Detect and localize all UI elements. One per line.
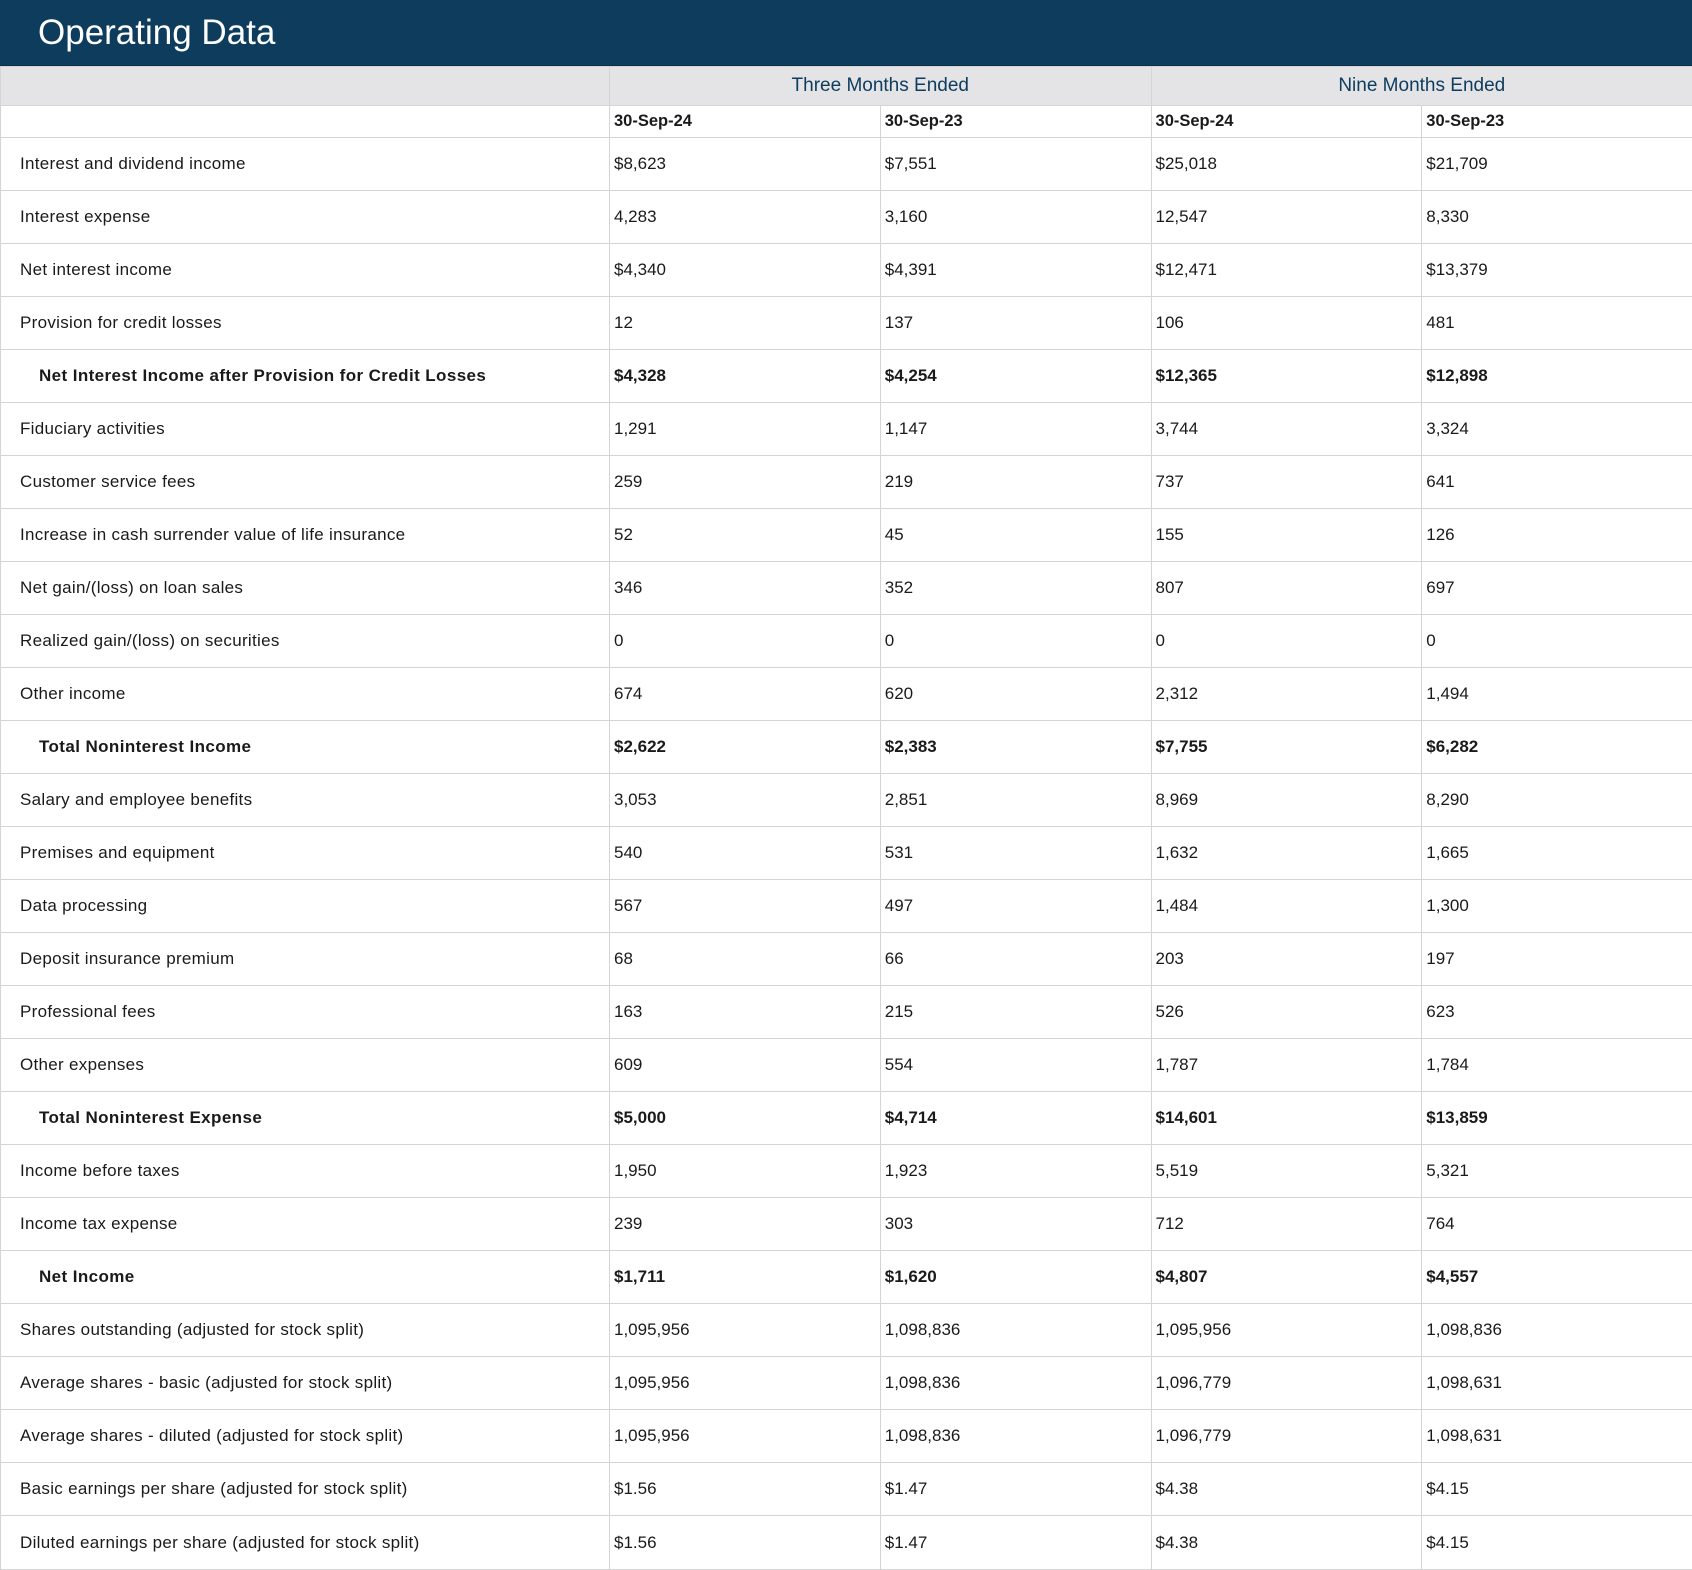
row-value: 0 (1422, 615, 1692, 668)
table-row (1, 1463, 1692, 1516)
table-row (1, 138, 1692, 191)
row-value: $2,383 (880, 721, 1151, 774)
table-row (1, 509, 1692, 562)
row-value: 68 (610, 933, 881, 986)
row-label: Increase in cash surrender value of life insurance (1, 509, 610, 562)
row-value: 12 (610, 297, 881, 350)
row-value: 1,098,631 (1422, 1357, 1692, 1410)
row-value: 45 (880, 509, 1151, 562)
table-row-total (1, 1092, 1692, 1145)
row-value: 137 (880, 297, 1151, 350)
row-value: $4,391 (880, 244, 1151, 297)
group-header-nine-months: Nine Months Ended (1151, 67, 1692, 106)
date-header: 30-Sep-24 (1151, 106, 1422, 138)
table-row (1, 880, 1692, 933)
row-value: 8,330 (1422, 191, 1692, 244)
row-value: 567 (610, 880, 881, 933)
row-label: Total Noninterest Expense (1, 1092, 610, 1145)
row-value: $7,755 (1151, 721, 1422, 774)
row-label: Net interest income (1, 244, 610, 297)
row-value: 3,744 (1151, 403, 1422, 456)
row-value: $4,557 (1422, 1251, 1692, 1304)
row-value: 641 (1422, 456, 1692, 509)
table-row (1, 562, 1692, 615)
row-value: $1,620 (880, 1251, 1151, 1304)
row-value: 1,098,836 (1422, 1304, 1692, 1357)
row-label: Interest expense (1, 191, 610, 244)
row-value: 620 (880, 668, 1151, 721)
table-row (1, 456, 1692, 509)
table-row (1, 827, 1692, 880)
row-value: 497 (880, 880, 1151, 933)
row-value: 1,098,836 (880, 1304, 1151, 1357)
row-value: 219 (880, 456, 1151, 509)
row-value: $4,340 (610, 244, 881, 297)
table-row (1, 1304, 1692, 1357)
row-value: 3,324 (1422, 403, 1692, 456)
table-row (1, 1516, 1692, 1570)
table-row (1, 1410, 1692, 1463)
date-header: 30-Sep-24 (610, 106, 881, 138)
row-value: $1,711 (610, 1251, 881, 1304)
row-value: 5,321 (1422, 1145, 1692, 1198)
date-header-blank (1, 106, 610, 138)
row-value: 197 (1422, 933, 1692, 986)
row-value: 4,283 (610, 191, 881, 244)
row-label: Diluted earnings per share (adjusted for stock split) (1, 1516, 610, 1570)
table-row (1, 774, 1692, 827)
row-value: $12,365 (1151, 350, 1422, 403)
row-label: Professional fees (1, 986, 610, 1039)
date-header-row (1, 106, 1692, 138)
row-value: 1,098,836 (880, 1357, 1151, 1410)
row-value: $14,601 (1151, 1092, 1422, 1145)
row-value: 1,784 (1422, 1039, 1692, 1092)
row-value: 1,147 (880, 403, 1151, 456)
row-label: Net gain/(loss) on loan sales (1, 562, 610, 615)
row-value: 481 (1422, 297, 1692, 350)
row-label: Interest and dividend income (1, 138, 610, 191)
table-row (1, 615, 1692, 668)
table-row (1, 191, 1692, 244)
row-label: Data processing (1, 880, 610, 933)
row-value: 526 (1151, 986, 1422, 1039)
row-value: 106 (1151, 297, 1422, 350)
period-group-header-row (1, 67, 1692, 106)
row-value: $4.15 (1422, 1516, 1692, 1570)
row-label: Fiduciary activities (1, 403, 610, 456)
row-value: 674 (610, 668, 881, 721)
table-row (1, 1357, 1692, 1410)
row-value: 2,312 (1151, 668, 1422, 721)
row-value: 623 (1422, 986, 1692, 1039)
row-value: $5,000 (610, 1092, 881, 1145)
table-body (1, 138, 1692, 1570)
row-label: Average shares - basic (adjusted for stock split) (1, 1357, 610, 1410)
row-value: $1.47 (880, 1516, 1151, 1570)
row-label: Income before taxes (1, 1145, 610, 1198)
table-row (1, 1198, 1692, 1251)
row-value: 540 (610, 827, 881, 880)
table-row (1, 297, 1692, 350)
row-value: 609 (610, 1039, 881, 1092)
group-header-blank (1, 67, 610, 106)
row-label: Other income (1, 668, 610, 721)
row-value: 1,923 (880, 1145, 1151, 1198)
row-label: Deposit insurance premium (1, 933, 610, 986)
row-value: 8,290 (1422, 774, 1692, 827)
row-value: $4,714 (880, 1092, 1151, 1145)
row-value: $13,379 (1422, 244, 1692, 297)
row-value: $2,622 (610, 721, 881, 774)
row-value: 3,053 (610, 774, 881, 827)
group-header-three-months: Three Months Ended (610, 67, 1152, 106)
row-label: Provision for credit losses (1, 297, 610, 350)
date-header: 30-Sep-23 (1422, 106, 1692, 138)
row-value: 5,519 (1151, 1145, 1422, 1198)
row-value: $7,551 (880, 138, 1151, 191)
row-value: 1,787 (1151, 1039, 1422, 1092)
row-value: 239 (610, 1198, 881, 1251)
row-value: 1,098,836 (880, 1410, 1151, 1463)
row-value: 1,095,956 (610, 1357, 881, 1410)
row-value: $1.56 (610, 1516, 881, 1570)
row-value: 3,160 (880, 191, 1151, 244)
row-value: 1,494 (1422, 668, 1692, 721)
row-value: $12,471 (1151, 244, 1422, 297)
row-value: 2,851 (880, 774, 1151, 827)
row-value: 0 (1151, 615, 1422, 668)
row-label: Shares outstanding (adjusted for stock split) (1, 1304, 610, 1357)
row-value: 737 (1151, 456, 1422, 509)
row-value: $4.38 (1151, 1516, 1422, 1570)
row-label: Realized gain/(loss) on securities (1, 615, 610, 668)
row-value: 352 (880, 562, 1151, 615)
date-header: 30-Sep-23 (880, 106, 1151, 138)
table-row-total (1, 721, 1692, 774)
row-value: 1,632 (1151, 827, 1422, 880)
row-value: 0 (880, 615, 1151, 668)
row-value: $6,282 (1422, 721, 1692, 774)
table-row (1, 933, 1692, 986)
row-label: Net Interest Income after Provision for Credit Losses (1, 350, 610, 403)
row-value: 163 (610, 986, 881, 1039)
row-value: $8,623 (610, 138, 881, 191)
row-value: $13,859 (1422, 1092, 1692, 1145)
row-value: 66 (880, 933, 1151, 986)
row-value: 764 (1422, 1198, 1692, 1251)
row-value: 1,095,956 (610, 1304, 881, 1357)
row-value: 1,095,956 (610, 1410, 881, 1463)
row-value: 155 (1151, 509, 1422, 562)
row-value: 1,095,956 (1151, 1304, 1422, 1357)
row-value: 554 (880, 1039, 1151, 1092)
row-value: 1,291 (610, 403, 881, 456)
row-label: Salary and employee benefits (1, 774, 610, 827)
row-value: 126 (1422, 509, 1692, 562)
row-value: 203 (1151, 933, 1422, 986)
row-value: $4,254 (880, 350, 1151, 403)
row-value: 1,665 (1422, 827, 1692, 880)
row-value: $4,807 (1151, 1251, 1422, 1304)
row-value: 1,096,779 (1151, 1357, 1422, 1410)
row-value: 1,484 (1151, 880, 1422, 933)
row-value: $4.38 (1151, 1463, 1422, 1516)
page-title: Operating Data (0, 0, 1692, 66)
row-value: 1,950 (610, 1145, 881, 1198)
row-value: 303 (880, 1198, 1151, 1251)
row-value: $1.47 (880, 1463, 1151, 1516)
row-value: 1,096,779 (1151, 1410, 1422, 1463)
row-value: 52 (610, 509, 881, 562)
row-value: 712 (1151, 1198, 1422, 1251)
row-value: 12,547 (1151, 191, 1422, 244)
row-value: $4,328 (610, 350, 881, 403)
row-value: $21,709 (1422, 138, 1692, 191)
table-row (1, 1039, 1692, 1092)
row-value: 807 (1151, 562, 1422, 615)
row-value: 1,300 (1422, 880, 1692, 933)
row-value: $1.56 (610, 1463, 881, 1516)
row-label: Net Income (1, 1251, 610, 1304)
row-value: $25,018 (1151, 138, 1422, 191)
table-row (1, 986, 1692, 1039)
table-row (1, 1145, 1692, 1198)
row-value: 259 (610, 456, 881, 509)
row-value: 697 (1422, 562, 1692, 615)
row-value: 1,098,631 (1422, 1410, 1692, 1463)
operating-data-table (0, 66, 1692, 1570)
row-label: Premises and equipment (1, 827, 610, 880)
row-label: Other expenses (1, 1039, 610, 1092)
row-value: $4.15 (1422, 1463, 1692, 1516)
row-label: Income tax expense (1, 1198, 610, 1251)
row-value: 346 (610, 562, 881, 615)
row-label: Basic earnings per share (adjusted for stock split) (1, 1463, 610, 1516)
row-label: Customer service fees (1, 456, 610, 509)
row-value: 8,969 (1151, 774, 1422, 827)
row-value: $12,898 (1422, 350, 1692, 403)
row-value: 531 (880, 827, 1151, 880)
table-row (1, 403, 1692, 456)
row-label: Total Noninterest Income (1, 721, 610, 774)
row-value: 215 (880, 986, 1151, 1039)
table-row-total (1, 1251, 1692, 1304)
row-label: Average shares - diluted (adjusted for stock split) (1, 1410, 610, 1463)
table-row-total (1, 350, 1692, 403)
table-row (1, 668, 1692, 721)
table-row (1, 244, 1692, 297)
row-value: 0 (610, 615, 881, 668)
